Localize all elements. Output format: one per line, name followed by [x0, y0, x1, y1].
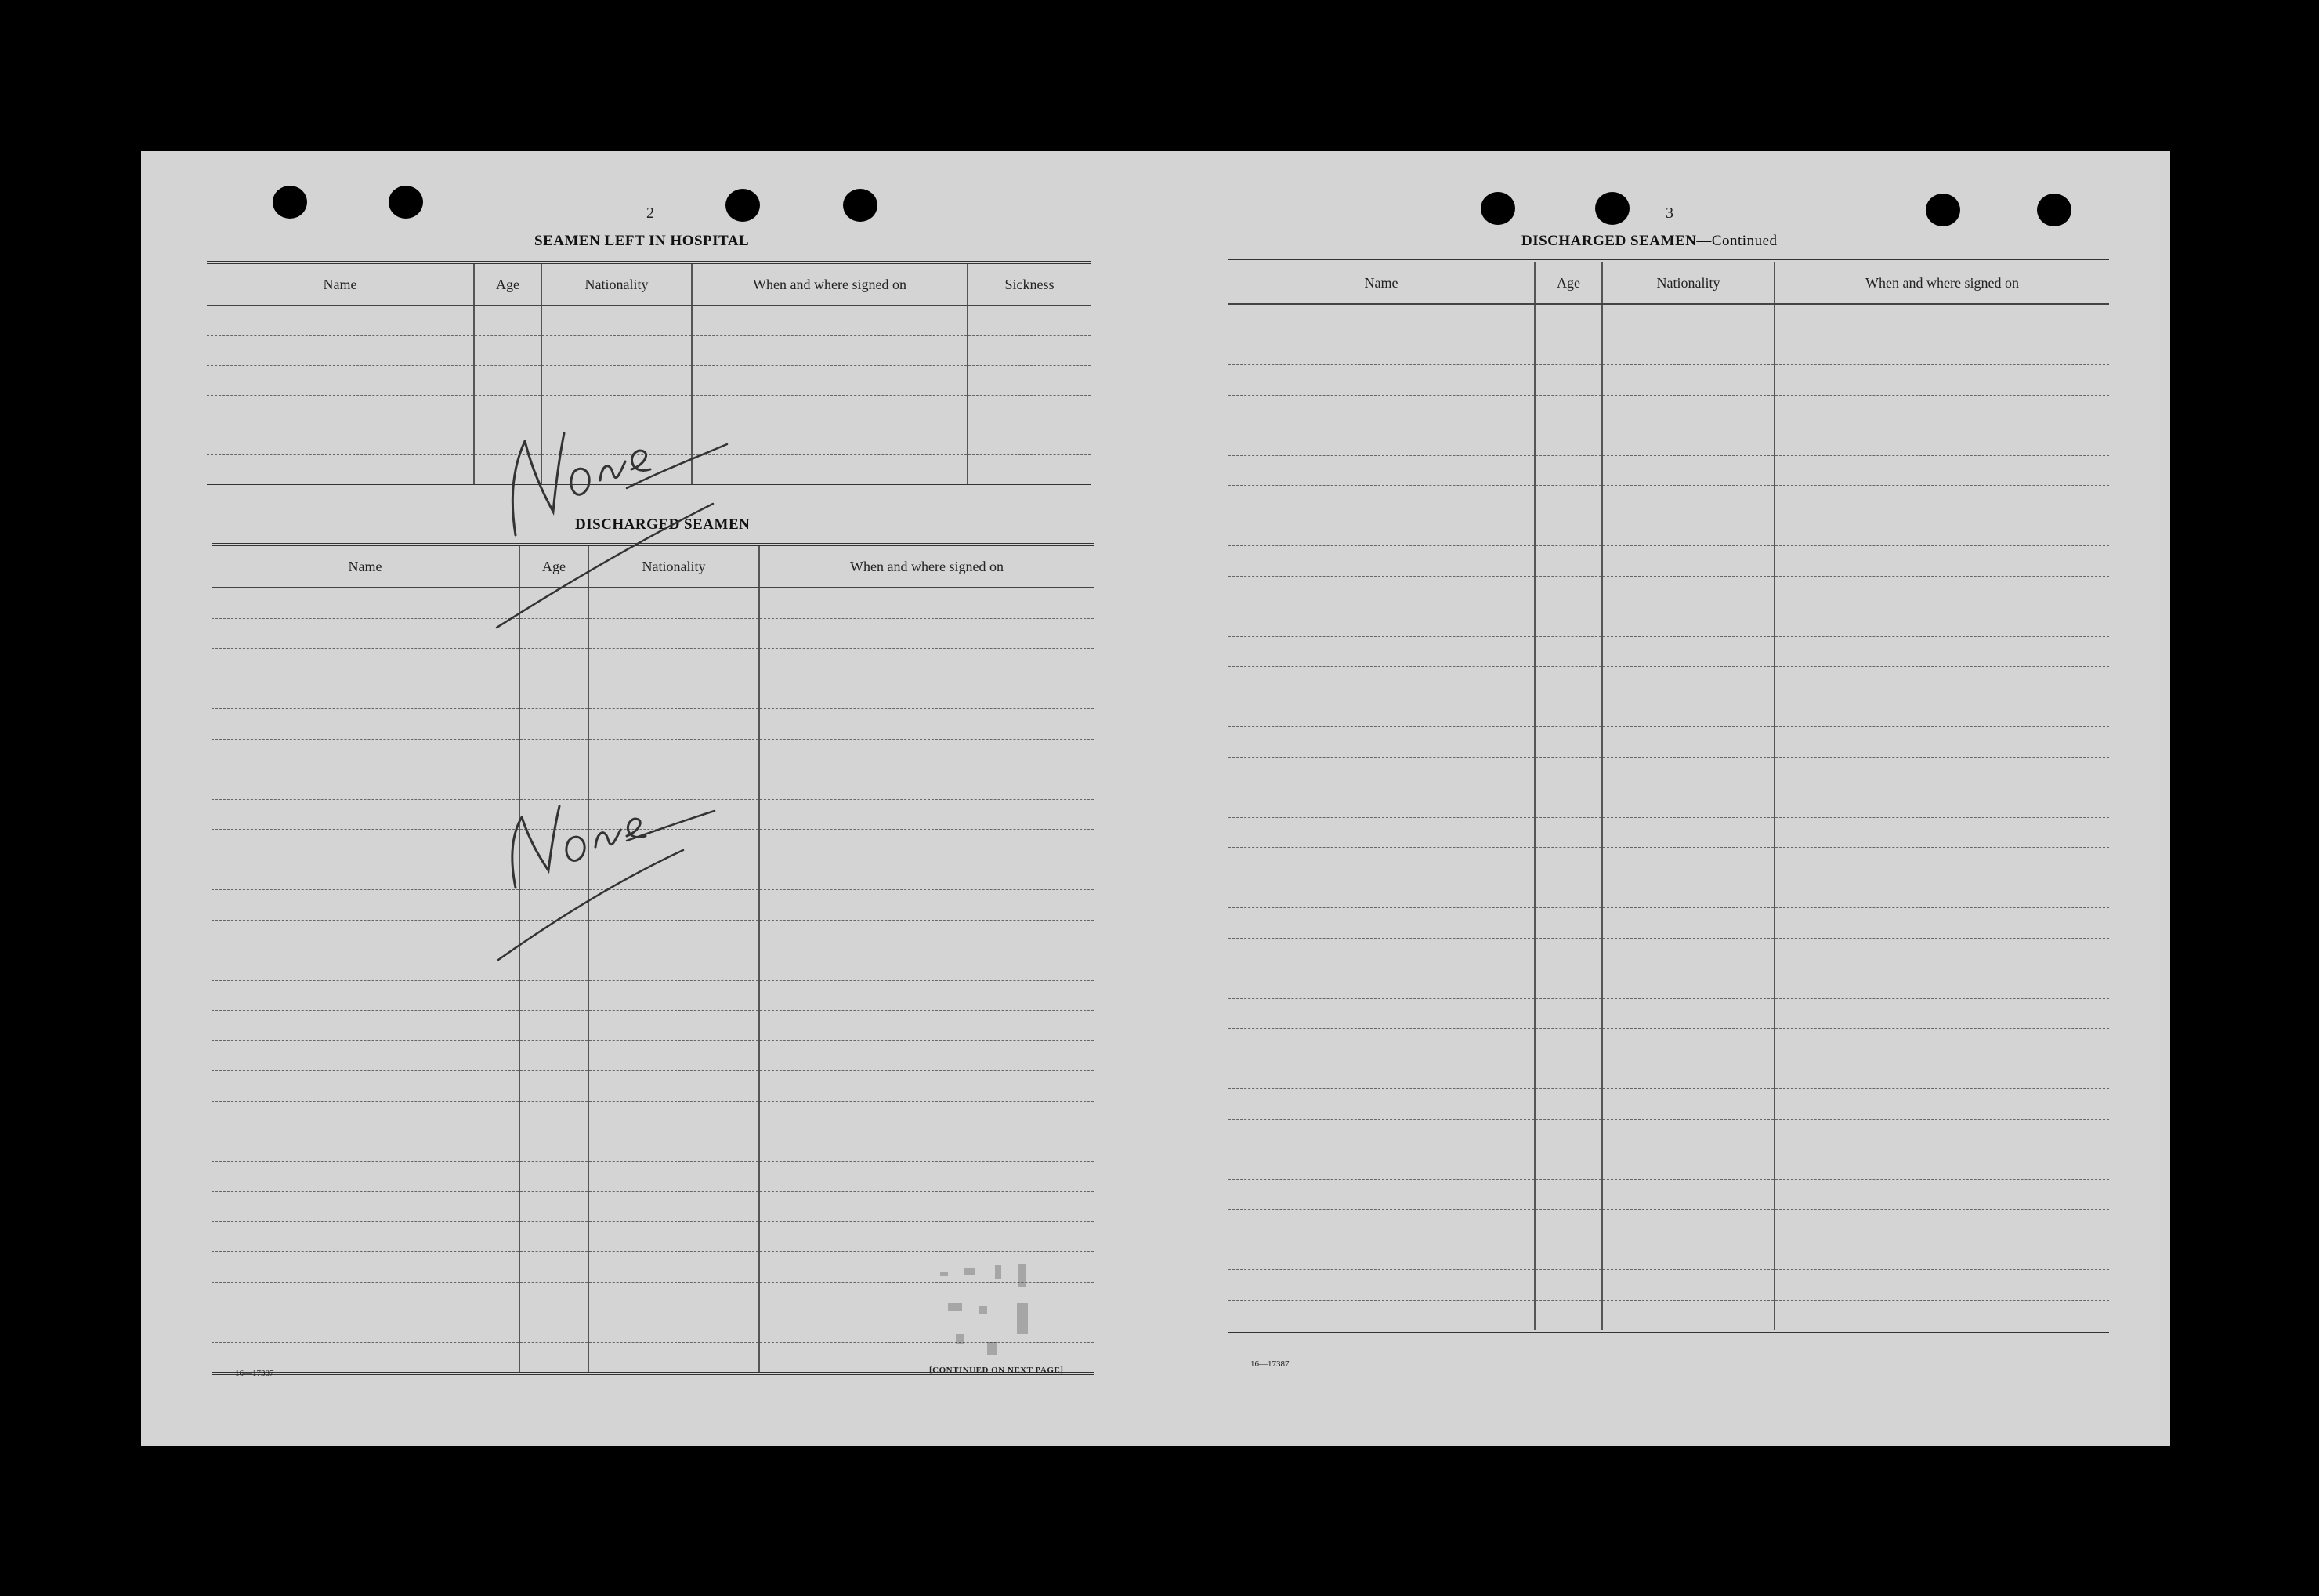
- table-cell: [1228, 727, 1535, 758]
- table-cell: [1775, 335, 2109, 365]
- punch-hole: [843, 189, 877, 222]
- table-cell: [1228, 365, 1535, 396]
- table-cell: [212, 1040, 519, 1071]
- table-row: [1228, 938, 2109, 968]
- col-header-name: Name: [212, 545, 519, 588]
- table-cell: [1602, 365, 1775, 396]
- table-cell: [1535, 395, 1602, 425]
- table-cell: [1535, 606, 1602, 637]
- table-row: [1228, 425, 2109, 456]
- table-cell: [759, 1131, 1094, 1162]
- table-cell: [1775, 727, 2109, 758]
- table-cell: [1535, 576, 1602, 606]
- table-cell: [1228, 1089, 1535, 1120]
- col-header-sickness: Sickness: [968, 262, 1091, 306]
- table-cell: [1775, 516, 2109, 546]
- table-cell: [212, 1071, 519, 1102]
- table-cell: [1602, 1240, 1775, 1270]
- table-cell: [1535, 546, 1602, 577]
- table-cell: [519, 1040, 588, 1071]
- table-cell: [1602, 1089, 1775, 1120]
- table-row: [1228, 757, 2109, 787]
- table-cell: [1775, 878, 2109, 908]
- table-cell: [1775, 546, 2109, 577]
- col-header-name: Name: [207, 262, 474, 306]
- table-cell: [519, 1161, 588, 1192]
- table-cell: [1228, 697, 1535, 727]
- table-row: [1228, 787, 2109, 818]
- table-cell: [1535, 365, 1602, 396]
- table-cell: [212, 1131, 519, 1162]
- table-cell: [212, 1312, 519, 1343]
- table-cell: [968, 306, 1091, 336]
- table-cell: [519, 1342, 588, 1373]
- table-cell: [1602, 727, 1775, 758]
- table-cell: [759, 980, 1094, 1011]
- table-cell: [212, 1101, 519, 1131]
- table-cell: [588, 1252, 759, 1283]
- table-cell: [1775, 757, 2109, 787]
- table-cell: [1602, 516, 1775, 546]
- table-cell: [1535, 1119, 1602, 1149]
- table-cell: [1228, 546, 1535, 577]
- table-row: [212, 1071, 1094, 1102]
- table-cell: [1535, 968, 1602, 999]
- table-cell: [1228, 1179, 1535, 1210]
- table-cell: [1535, 1029, 1602, 1059]
- table-cell: [1775, 1210, 2109, 1240]
- table-row: [1228, 1179, 2109, 1210]
- table-cell: [588, 1131, 759, 1162]
- table-cell: [1228, 1270, 1535, 1301]
- table-cell: [1775, 486, 2109, 516]
- table-cell: [207, 425, 474, 455]
- table-cell: [1535, 848, 1602, 878]
- table-cell: [1602, 757, 1775, 787]
- table-row: [212, 1221, 1094, 1252]
- table-cell: [1602, 636, 1775, 667]
- col-header-signed-on: When and where signed on: [1775, 261, 2109, 304]
- table-cell: [1228, 576, 1535, 606]
- table-cell: [1775, 1029, 2109, 1059]
- table-row: [1228, 697, 2109, 727]
- table-cell: [759, 1011, 1094, 1041]
- table-row: [1228, 1149, 2109, 1180]
- table-row: [1228, 606, 2109, 637]
- form-number-left: 16—17387: [235, 1369, 274, 1378]
- table-row: [1228, 1210, 2109, 1240]
- table-cell: [1228, 636, 1535, 667]
- table-cell: [1228, 486, 1535, 516]
- table-cell: [1535, 908, 1602, 939]
- col-header-nationality: Nationality: [1602, 261, 1775, 304]
- table-cell: [1228, 1119, 1535, 1149]
- table-row: [1228, 546, 2109, 577]
- table-cell: [212, 1161, 519, 1192]
- table-cell: [759, 1192, 1094, 1222]
- table-cell: [1228, 606, 1535, 637]
- table-cell: [519, 1192, 588, 1222]
- table-cell: [1775, 365, 2109, 396]
- table-cell: [212, 860, 519, 890]
- table-cell: [1228, 1149, 1535, 1180]
- table-cell: [1228, 1029, 1535, 1059]
- table-cell: [1535, 1270, 1602, 1301]
- table-cell: [1775, 697, 2109, 727]
- table-cell: [588, 1101, 759, 1131]
- table-cell: [1775, 1059, 2109, 1089]
- table-cell: [1775, 455, 2109, 486]
- table-cell: [588, 1161, 759, 1192]
- table-cell: [1228, 848, 1535, 878]
- table-cell: [968, 396, 1091, 425]
- table-cell: [1535, 516, 1602, 546]
- table-row: [1228, 516, 2109, 546]
- table-cell: [1602, 817, 1775, 848]
- table-row: [1228, 395, 2109, 425]
- table-cell: [588, 1221, 759, 1252]
- table-cell: [1602, 697, 1775, 727]
- table-row: [1228, 908, 2109, 939]
- table-cell: [1775, 425, 2109, 456]
- table-cell: [1775, 304, 2109, 335]
- table-cell: [212, 1221, 519, 1252]
- table-cell: [588, 980, 759, 1011]
- table-cell: [968, 455, 1091, 487]
- table-row: [212, 1101, 1094, 1131]
- form-number-right: 16—17387: [1250, 1359, 1290, 1369]
- table-cell: [759, 1101, 1094, 1131]
- table-cell: [1775, 576, 2109, 606]
- table-cell: [1775, 968, 2109, 999]
- table-cell: [1535, 1210, 1602, 1240]
- table-cell: [1228, 1240, 1535, 1270]
- table-row: [1228, 335, 2109, 365]
- document-sheet: [141, 151, 2170, 1446]
- table-cell: [1535, 667, 1602, 697]
- table-cell: [1535, 1059, 1602, 1089]
- punch-hole: [273, 186, 307, 219]
- table-row: [1228, 998, 2109, 1029]
- table-cell: [1775, 998, 2109, 1029]
- table-cell: [588, 1312, 759, 1343]
- table-row: [1228, 848, 2109, 878]
- table-cell: [212, 1192, 519, 1222]
- table-cell: [1228, 667, 1535, 697]
- table-cell: [207, 396, 474, 425]
- punch-hole: [1926, 194, 1960, 226]
- table-cell: [1535, 697, 1602, 727]
- col-header-signed-on: When and where signed on: [692, 262, 968, 306]
- table-cell: [1602, 1300, 1775, 1331]
- table-cell: [519, 1131, 588, 1162]
- table-cell: [588, 1342, 759, 1373]
- table-cell: [1228, 395, 1535, 425]
- col-header-nationality: Nationality: [588, 545, 759, 588]
- table-cell: [1228, 425, 1535, 456]
- table-cell: [1228, 335, 1535, 365]
- table-row: [1228, 455, 2109, 486]
- table-cell: [1602, 878, 1775, 908]
- discharged-continued-table: [1228, 259, 2109, 1333]
- table-cell: [1228, 998, 1535, 1029]
- table-cell: [212, 1252, 519, 1283]
- table-cell: [1775, 848, 2109, 878]
- table-cell: [1602, 1029, 1775, 1059]
- table-cell: [1775, 636, 2109, 667]
- table-row: [212, 1131, 1094, 1162]
- table-cell: [1775, 395, 2109, 425]
- table-row: [1228, 1059, 2109, 1089]
- table-cell: [519, 1101, 588, 1131]
- page-number-left: 2: [646, 204, 654, 222]
- table-cell: [1228, 1300, 1535, 1331]
- table-row: [212, 1040, 1094, 1071]
- table-cell: [212, 1282, 519, 1312]
- table-cell: [212, 739, 519, 769]
- table-row: [1228, 1089, 2109, 1120]
- table-cell: [1535, 335, 1602, 365]
- table-cell: [1228, 878, 1535, 908]
- col-header-age: Age: [474, 262, 541, 306]
- table-cell: [759, 1071, 1094, 1102]
- table-cell: [212, 950, 519, 981]
- table-cell: [1602, 938, 1775, 968]
- table-cell: [1602, 606, 1775, 637]
- table-cell: [1535, 1300, 1602, 1331]
- title-continued: —Continued: [1696, 233, 1778, 249]
- table-row: [1228, 817, 2109, 848]
- table-cell: [1535, 878, 1602, 908]
- table-cell: [1602, 1149, 1775, 1180]
- table-cell: [1535, 1179, 1602, 1210]
- table-row: [1228, 1240, 2109, 1270]
- table-row: [1228, 486, 2109, 516]
- table-cell: [588, 1071, 759, 1102]
- punch-hole: [389, 186, 423, 219]
- table-cell: [1602, 787, 1775, 818]
- table-cell: [1535, 636, 1602, 667]
- table-cell: [1602, 998, 1775, 1029]
- table-cell: [212, 830, 519, 860]
- table-row: [1228, 1119, 2109, 1149]
- table-cell: [1535, 998, 1602, 1029]
- table-cell: [207, 336, 474, 366]
- table-cell: [1535, 817, 1602, 848]
- table-cell: [1535, 455, 1602, 486]
- table-cell: [1775, 1089, 2109, 1120]
- table-cell: [1535, 304, 1602, 335]
- table-cell: [968, 366, 1091, 396]
- table-cell: [207, 455, 474, 487]
- title-main: DISCHARGED SEAMEN: [1521, 233, 1697, 249]
- table-cell: [1775, 667, 2109, 697]
- section-title-discharged: DISCHARGED SEAMEN: [575, 516, 751, 533]
- section-title-discharged-continued: [1521, 233, 1778, 250]
- table-cell: [1535, 757, 1602, 787]
- table-cell: [1602, 455, 1775, 486]
- table-cell: [1775, 1119, 2109, 1149]
- table-cell: [968, 336, 1091, 366]
- table-cell: [1602, 486, 1775, 516]
- table-row: [212, 1161, 1094, 1192]
- table-row: [212, 1011, 1094, 1041]
- table-cell: [588, 1282, 759, 1312]
- table-row: [1228, 576, 2109, 606]
- table-cell: [1775, 908, 2109, 939]
- table-row: [1228, 878, 2109, 908]
- continued-note: [CONTINUED ON NEXT PAGE]: [929, 1366, 1064, 1375]
- table-cell: [588, 1192, 759, 1222]
- table-cell: [1228, 1210, 1535, 1240]
- table-row: [1228, 1029, 2109, 1059]
- table-cell: [1775, 938, 2109, 968]
- col-header-signed-on: When and where signed on: [759, 545, 1094, 588]
- table-cell: [1602, 848, 1775, 878]
- table-cell: [1228, 757, 1535, 787]
- table-row: [1228, 968, 2109, 999]
- table-row: [1228, 365, 2109, 396]
- table-cell: [1602, 1179, 1775, 1210]
- table-cell: [1602, 667, 1775, 697]
- table-cell: [968, 425, 1091, 455]
- table-cell: [212, 618, 519, 649]
- table-cell: [1602, 1119, 1775, 1149]
- table-cell: [207, 366, 474, 396]
- table-cell: [1775, 1300, 2109, 1331]
- table-cell: [1228, 817, 1535, 848]
- table-cell: [1775, 1179, 2109, 1210]
- table-cell: [1775, 787, 2109, 818]
- table-cell: [1602, 546, 1775, 577]
- table-cell: [1775, 1270, 2109, 1301]
- table-cell: [207, 306, 474, 336]
- col-header-nationality: Nationality: [541, 262, 692, 306]
- table-cell: [212, 649, 519, 679]
- table-cell: [1535, 486, 1602, 516]
- table-cell: [1602, 968, 1775, 999]
- table-cell: [1775, 606, 2109, 637]
- punch-hole: [1595, 192, 1630, 225]
- table-cell: [1602, 304, 1775, 335]
- table-row: [212, 1192, 1094, 1222]
- table-cell: [212, 890, 519, 921]
- table-row: [1228, 1270, 2109, 1301]
- table-cell: [212, 1011, 519, 1041]
- table-cell: [1228, 968, 1535, 999]
- table-cell: [212, 920, 519, 950]
- table-cell: [519, 1282, 588, 1312]
- table-row: [1228, 667, 2109, 697]
- table-cell: [519, 980, 588, 1011]
- table-cell: [1535, 1240, 1602, 1270]
- table-row: [212, 980, 1094, 1011]
- table-cell: [759, 1161, 1094, 1192]
- table-row: [1228, 1300, 2109, 1331]
- table-cell: [1228, 455, 1535, 486]
- table-cell: [212, 980, 519, 1011]
- table-cell: [519, 1011, 588, 1041]
- table-cell: [1602, 1210, 1775, 1240]
- table-cell: [759, 1040, 1094, 1071]
- stamp-impression: [924, 1256, 1081, 1373]
- section-title-hospital: SEAMEN LEFT IN HOSPITAL: [534, 233, 750, 249]
- table-cell: [519, 1221, 588, 1252]
- table-cell: [1602, 335, 1775, 365]
- table-row: [1228, 304, 2109, 335]
- punch-hole: [2037, 194, 2071, 226]
- table-cell: [212, 769, 519, 800]
- table-cell: [1228, 304, 1535, 335]
- table-cell: [1602, 425, 1775, 456]
- table-cell: [588, 1011, 759, 1041]
- punch-hole: [725, 189, 760, 222]
- table-cell: [1602, 908, 1775, 939]
- table-cell: [1775, 817, 2109, 848]
- table-cell: [519, 1252, 588, 1283]
- table-cell: [759, 1221, 1094, 1252]
- col-header-age: Age: [1535, 261, 1602, 304]
- table-cell: [1228, 787, 1535, 818]
- page-number-right: 3: [1666, 204, 1673, 222]
- table-cell: [588, 1040, 759, 1071]
- table-cell: [1535, 1089, 1602, 1120]
- handwritten-none-discharged: [478, 653, 885, 982]
- table-cell: [1228, 938, 1535, 968]
- table-cell: [1602, 576, 1775, 606]
- table-cell: [1535, 787, 1602, 818]
- handwritten-none-hospital: [478, 316, 885, 645]
- col-header-age: Age: [519, 545, 588, 588]
- table-cell: [1228, 908, 1535, 939]
- table-cell: [1775, 1149, 2109, 1180]
- table-cell: [519, 1312, 588, 1343]
- table-cell: [1535, 727, 1602, 758]
- table-row: [1228, 727, 2109, 758]
- table-cell: [1775, 1240, 2109, 1270]
- table-cell: [1602, 1270, 1775, 1301]
- table-cell: [1228, 516, 1535, 546]
- col-header-name: Name: [1228, 261, 1535, 304]
- table-row: [1228, 636, 2109, 667]
- table-cell: [212, 679, 519, 709]
- table-cell: [519, 1071, 588, 1102]
- table-cell: [1535, 938, 1602, 968]
- table-cell: [212, 709, 519, 740]
- table-cell: [1602, 395, 1775, 425]
- table-cell: [1228, 1059, 1535, 1089]
- table-cell: [1535, 425, 1602, 456]
- table-cell: [1535, 1149, 1602, 1180]
- table-cell: [212, 588, 519, 618]
- punch-hole: [1481, 192, 1515, 225]
- table-cell: [212, 799, 519, 830]
- table-cell: [1602, 1059, 1775, 1089]
